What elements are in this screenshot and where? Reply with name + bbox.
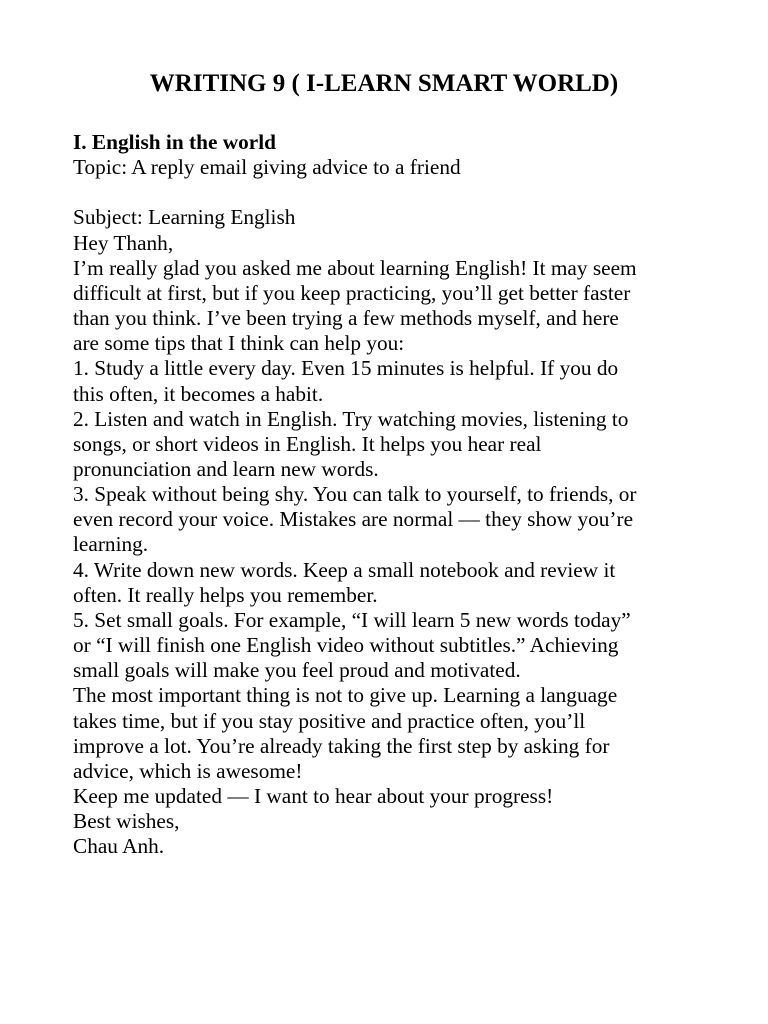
text-line: I’m really glad you asked me about learning English! It may seem — [73, 255, 637, 280]
text-line: even record your voice. Mistakes are normal — they show you’re — [73, 507, 634, 532]
closing-line: Keep me updated — I want to hear about your progress! — [73, 784, 554, 809]
tip-2 — [73, 407, 713, 482]
signature: Chau Anh. — [73, 834, 165, 859]
text-line: often. It really helps you remember. — [73, 582, 378, 607]
text-line: than you think. I’ve been trying a few methods myself, and here — [73, 306, 619, 331]
text-line: takes time, but if you stay positive and practice often, you’ll — [73, 708, 586, 733]
text-line: this often, it becomes a habit. — [73, 381, 324, 406]
topic-line: Topic: A reply email giving advice to a friend — [73, 155, 461, 180]
tip-5 — [73, 608, 713, 683]
text-line: advice, which is awesome! — [73, 758, 303, 783]
blank-line — [73, 180, 713, 205]
text-line: are some tips that I think can help you: — [73, 331, 405, 356]
conclusion-paragraph — [73, 683, 713, 784]
text-line: 4. Write down new words. Keep a small notebook and review it — [73, 557, 616, 582]
text-line: improve a lot. You’re already taking the first step by asking for — [73, 733, 610, 758]
document-title: WRITING 9 ( I-LEARN SMART WORLD) — [149, 70, 619, 97]
section-heading: I. English in the world — [73, 130, 276, 154]
email-greeting: Hey Thanh, — [73, 230, 174, 255]
text-line: pronunciation and learn new words. — [73, 457, 379, 482]
text-line: The most important thing is not to give up. Learning a language — [73, 683, 618, 708]
text-line: 2. Listen and watch in English. Try watching movies, listening to — [73, 406, 629, 431]
document-body — [73, 130, 713, 860]
intro-paragraph — [73, 256, 713, 357]
sign-off: Best wishes, — [73, 809, 180, 834]
tip-1 — [73, 356, 713, 406]
tip-3 — [73, 482, 713, 557]
text-line: learning. — [73, 532, 149, 557]
text-line: 3. Speak without being shy. You can talk to yourself, to friends, or — [73, 482, 637, 507]
text-line: songs, or short videos in English. It helps you hear real — [73, 431, 542, 456]
text-line: or “I will finish one English video without subtitles.” Achieving — [73, 633, 619, 658]
text-line: 5. Set small goals. For example, “I will learn 5 new words today” — [73, 607, 631, 632]
email-subject: Subject: Learning English — [73, 205, 296, 230]
text-line: difficult at first, but if you keep practicing, you’ll get better faster — [73, 280, 631, 305]
text-line: small goals will make you feel proud and motivated. — [73, 658, 521, 683]
text-line: 1. Study a little every day. Even 15 minutes is helpful. If you do — [73, 356, 619, 381]
tip-4 — [73, 558, 713, 608]
